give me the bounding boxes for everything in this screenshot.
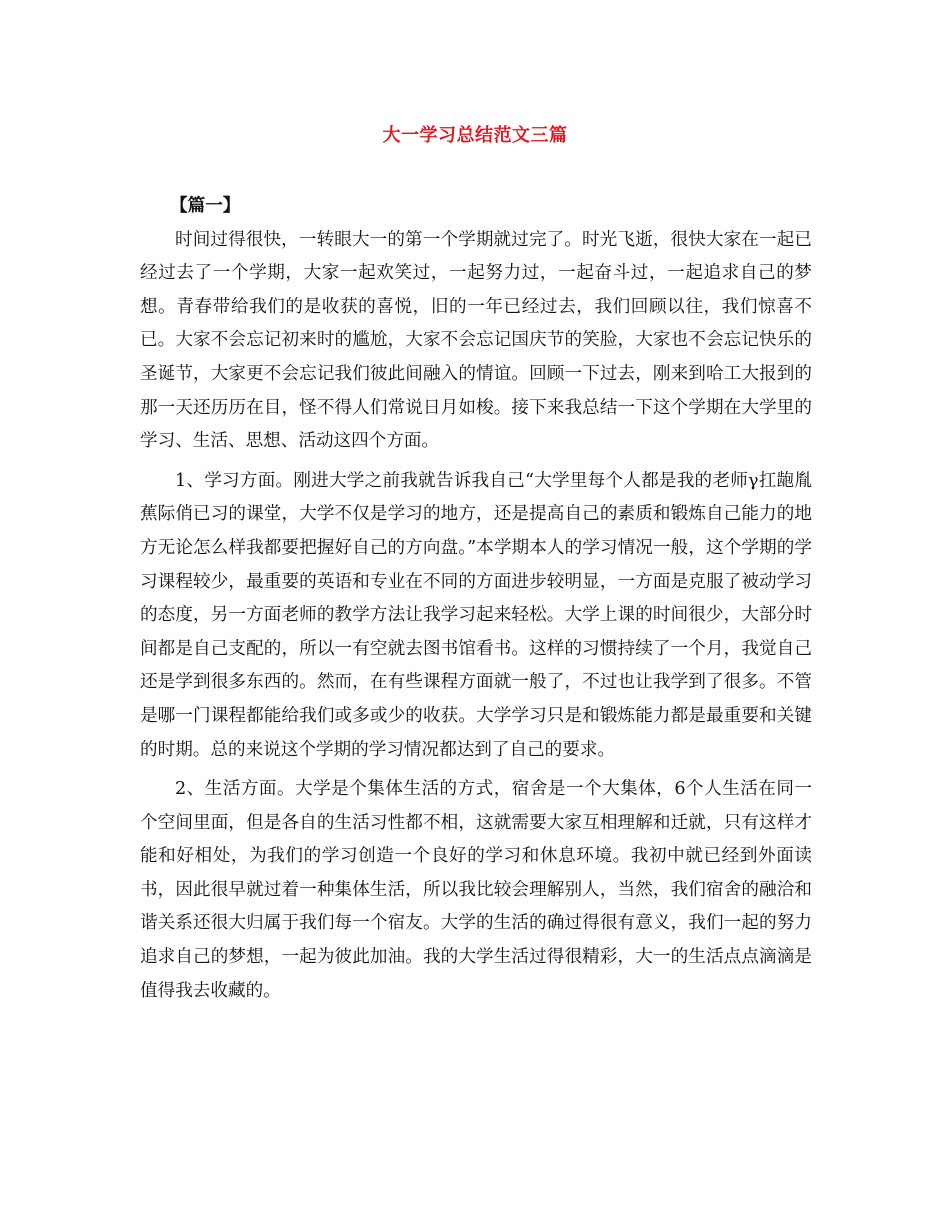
document-title: 大一学习总结范文三篇	[382, 125, 568, 146]
document-body	[140, 190, 812, 1014]
section-heading: 【篇一】	[170, 196, 241, 216]
paragraph-intro: 时间过得很快，一转眼大一的第一个学期就过完了。时光飞逝，很快大家在一起已经过去了一个学期，大家一起欢笑过，一起努力过，一起奋斗过，一起追求自己的梦想。青春带给我们的是收获的喜悦，旧的一年已经过去，我们回顾以往，我们惊喜不已。大家不会忘记初来时的尴尬，大家不会忘记国庆节的笑脸，大家也不会忘记快乐的圣诞节，大家更不会忘记我们彼此间融入的情谊。回顾一下过去，刚来到哈工大报到的那一天还历历在目，怪不得人们常说日月如梭。接下来我总结一下这个学期在大学里的学习、生活、思想、活动这四个方面。	[140, 229, 812, 452]
paragraph-study: 1、学习方面。刚进大学之前我就告诉我自己“大学里每个人都是我的老师γ扛龅胤蕉际俏已习的课堂，大学不仅是学习的地方，还是提高自己的素质和锻炼自己能力的地方无论怎么样我都要把握好自己的方向盘。”本学期本人的学习情况一般，这个学期的学习课程较少，最重要的英语和专业在不同的方面进步较明显，一方面是克服了被动学习的态度，另一方面老师的教学方法让我学习起来轻松。大学上课的时间很少，大部分时间都是自己支配的，所以一有空就去图书馆看书。这样的习惯持续了一个月，我觉自己还是学到很多东西的。然而，在有些课程方面就一般了，不过也让我学到了很多。不管是哪一门课程都能给我们或多或少的收获。大学学习只是和锻炼能力都是最重要和关键的时期。总的来说这个学期的学习情况都达到了自己的要求。	[140, 470, 812, 760]
paragraph-life: 2、生活方面。大学是个集体生活的方式，宿舍是一个大集体，6个人生活在同一个空间里面，但是各自的生活习性都不相，这就需要大家互相理解和迁就，只有这样才能和好相处，为我们的学习创造一个良好的学习和休息环境。我初中就已经到外面读书，因此很早就过着一种集体生活，所以我比较会理解别人，当然，我们宿舍的融洽和谐关系还很大归属于我们每一个宿友。大学的生活的确过得很有意义，我们一起的努力追求自己的梦想，一起为彼此加油。我的大学生活过得很精彩，大一的生活点点滴滴是值得我去收藏的。	[140, 779, 812, 1001]
